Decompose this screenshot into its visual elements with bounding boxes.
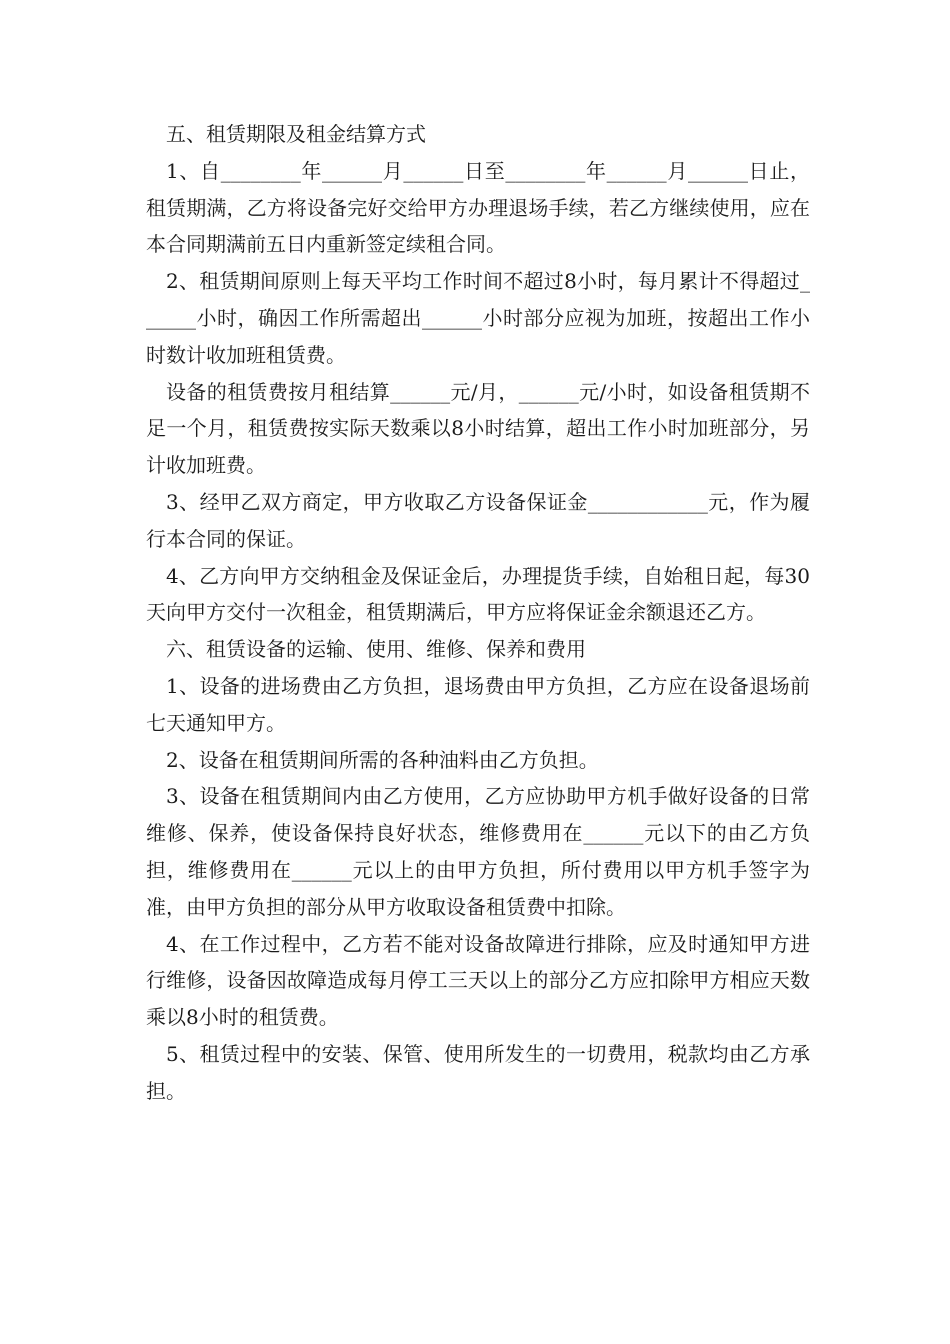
clause-6-2: 2、设备在租赁期间所需的各种油料由乙方负担。: [166, 747, 599, 772]
clause-5-4: 4、乙方向甲方交纳租金及保证金后，办理提货手续，自始租日起，每30天向甲方交付一次租金，租赁期满后，甲方应将保证金余额退还乙方。: [146, 563, 810, 625]
clause-5-rent: 设备的租赁费按月租结算______元/月，______元/小时，如设备租赁期不足一个月，租赁费按实际天数乘以8小时结算，超出工作小时加班部分，另计收加班费。: [146, 379, 810, 478]
clause-6-3: 3、设备在租赁期间内由乙方使用，乙方应协助甲方机手做好设备的日常维修、保养，使设备保持良好状态，维修费用在______元以下的由乙方负担，维修费用在______元以上的由甲方负担，所付费用以甲方机手签字为准，由甲方负担的部分从甲方收取设备租赁费中扣除。: [146, 784, 810, 919]
clause-6-5: 5、租赁过程中的安装、保管、使用所发生的一切费用，税款均由乙方承担。: [146, 1041, 810, 1103]
clause-5-3: 3、经甲乙双方商定，甲方收取乙方设备保证金____________元，作为履行本合同的保证。: [146, 489, 810, 551]
section-heading-5: 五、租赁期限及租金结算方式: [166, 122, 426, 146]
clause-6-4: 4、在工作过程中，乙方若不能对设备故障进行排除，应及时通知甲方进行维修，设备因故障造成每月停工三天以上的部分乙方应扣除甲方相应天数乘以8小时的租赁费。: [146, 931, 810, 1030]
clause-6-1: 1、设备的进场费由乙方负担，退场费由甲方负担，乙方应在设备退场前七天通知甲方。: [146, 673, 810, 735]
clause-5-1: 1、自________年______月______日至________年______月______日止，租赁期满，乙方将设备完好交给甲方办理退场手续，若乙方继续使用，应在本合同期满前五日内重新签定续租合同。: [146, 158, 810, 257]
document-body: [146, 116, 810, 1110]
section-heading-6: 六、租赁设备的运输、使用、维修、保养和费用: [166, 637, 586, 662]
clause-5-2: 2、租赁期间原则上每天平均工作时间不超过8小时，每月累计不得超过______小时，确因工作所需超出______小时部分应视为加班，按超出工作小时数计收加班租赁费。: [146, 269, 810, 367]
